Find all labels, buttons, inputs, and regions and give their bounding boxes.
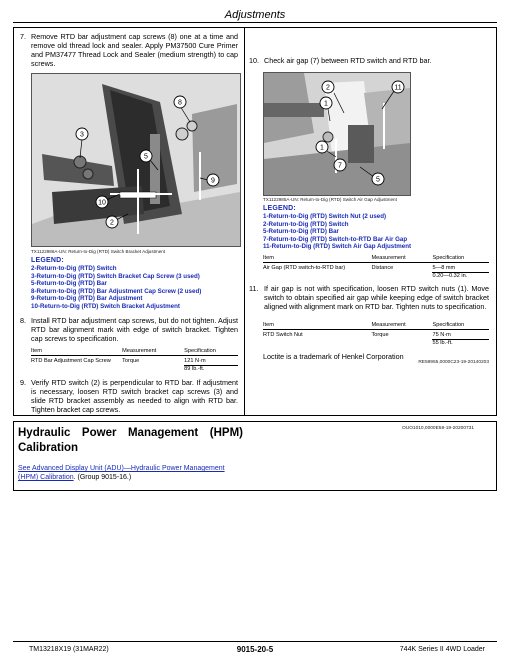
legend-item: 7-Return-to-Dig (RTD) Switch-to-RTD Bar Air Gap	[263, 235, 408, 243]
cell-measurement: Torque	[371, 332, 389, 338]
cap-screw-spec-table	[31, 348, 238, 372]
cell-item: RTD Bar Adjustment Cap Screw	[31, 358, 111, 364]
legend-item: 9-Return-to-Dig (RTD) Bar Adjustment	[31, 295, 143, 303]
step-number: 9.	[20, 378, 26, 387]
col-header-measurement: Measurement	[371, 322, 432, 330]
spec-imperial: 89 lb.-ft.	[184, 365, 238, 372]
callout-5	[372, 173, 384, 185]
figure-2-caption: TX1122985A-UN: Return-to-Dig (RTD) Switch Air Gap Adjustment	[263, 197, 397, 202]
switch-nut-spec-table	[263, 322, 489, 346]
col-header-specification: Specification	[432, 255, 489, 263]
rtd-bracket-figure	[31, 73, 241, 247]
footer-rule	[13, 641, 497, 642]
step-number: 8.	[20, 316, 26, 325]
step-number: 11.	[249, 284, 259, 293]
step-text: Check air gap (7) between RTD switch and RTD bar.	[264, 56, 432, 65]
svg-text:1: 1	[324, 100, 328, 108]
svg-text:7: 7	[338, 162, 342, 170]
header-rule	[13, 22, 497, 23]
table-row	[31, 356, 238, 373]
footer-page-number: 9015-20-5	[236, 645, 274, 654]
page-section-title: Adjustments	[224, 9, 286, 21]
section-title-hpm-calibration: Hydraulic Power Management (HPM) Calibration	[18, 427, 243, 454]
cell-item: RTD Switch Nut	[263, 332, 303, 338]
hpm-reference-code: OUO1010,0000E58-19-20200731	[402, 426, 475, 431]
callout-8	[174, 96, 186, 108]
cell-specification	[432, 263, 489, 280]
spec-imperial: 0.20—0.32 in.	[432, 272, 489, 279]
trademark-notice: Loctite is a trademark of Henkel Corporation	[263, 352, 404, 361]
air-gap-spec-table	[263, 255, 489, 279]
legend-item: 5-Return-to-Dig (RTD) Bar	[263, 228, 339, 236]
cell-specification	[432, 330, 489, 347]
rtd-bracket-illustration	[32, 74, 240, 246]
svg-text:2: 2	[110, 219, 114, 227]
table-row	[263, 330, 489, 347]
cell-specification	[184, 356, 238, 373]
adu-hpm-calibration-link[interactable]: See Advanced Display Unit (ADU)—Hydraulic Power Management (HPM) Calibration	[18, 465, 225, 481]
callout-11	[392, 81, 404, 93]
group-reference: . (Group 9015-16.)	[73, 474, 132, 481]
col-header-measurement: Measurement	[371, 255, 432, 263]
legend-item: 2-Return-to-Dig (RTD) Switch	[263, 220, 349, 228]
step-text: Remove RTD bar adjustment cap screws (8) one at a time and remove old thread lock and sealer. Apply PM37500 Cure Primer and PM37477 Thread Lock and Sealer (medium strength) to cap screws.	[31, 32, 238, 68]
svg-text:3: 3	[80, 131, 84, 139]
spec-imperial: 55 lb.-ft.	[432, 339, 489, 346]
callout-3	[76, 128, 88, 140]
callout-9	[207, 174, 219, 186]
step-text: If air gap is not with specification, loosen RTD switch nuts (1). Move switch to obtain specified air gap while keeping edge of switch bracket aligned with alignment mark on RTD bar. Tighten nuts to specification.	[264, 284, 489, 311]
callout-1	[316, 141, 328, 153]
legend-item: 3-Return-to-Dig (RTD) Switch Bracket Cap Screw (3 used)	[31, 272, 200, 280]
figure-2-legend-title: LEGEND:	[263, 205, 296, 212]
legend-item: 5-Return-to-Dig (RTD) Bar	[31, 280, 107, 288]
col-header-specification: Specification	[184, 348, 238, 356]
cell-measurement: Torque	[122, 358, 140, 364]
col-header-measurement: Measurement	[122, 348, 184, 356]
step-9	[20, 378, 238, 414]
svg-text:10: 10	[98, 199, 106, 207]
step-10	[249, 56, 489, 65]
footer-product-name: 744K Series II 4WD Loader	[399, 646, 485, 653]
legend-item: 11-Return-to-Dig (RTD) Switch Air Gap Adjustment	[263, 243, 412, 251]
legend-item: 2-Return-to-Dig (RTD) Switch	[31, 265, 117, 272]
callout-10	[96, 196, 108, 208]
table-row	[263, 263, 489, 280]
spec-metric: 121 N·m	[184, 358, 206, 364]
col-header-specification: Specification	[432, 322, 489, 330]
figure-2-legend	[263, 213, 489, 251]
doc-reference-code: RE59955,0000C23-19-20140203	[418, 360, 489, 365]
legend-item: 1-Return-to-Dig (RTD) Switch Nut (2 used)	[263, 213, 387, 220]
step-text: Verify RTD switch (2) is perpendicular to RTD bar. If adjustment is necessary, loosen RTD switch bracket cap screws (3) and slide RTD bracket assembly as needed to align with RTD bar. Tighten bracket cap screws.	[31, 378, 238, 414]
step-number: 10.	[249, 56, 259, 65]
figure-1-caption: TX1122986A-UN: Return-to-Dig (RTD) Switch Bracket Adjustment	[31, 249, 166, 254]
step-8	[20, 316, 238, 343]
svg-text:1: 1	[320, 144, 324, 152]
col-header-item: Item	[263, 255, 371, 263]
spec-metric: 75 N·m	[432, 332, 451, 338]
figure-1-legend	[31, 265, 241, 311]
svg-text:8: 8	[178, 99, 182, 107]
callout-2	[106, 216, 118, 228]
column-divider	[244, 27, 245, 416]
callout-1	[320, 97, 332, 109]
svg-text:5: 5	[376, 176, 380, 184]
step-7	[20, 32, 238, 68]
hpm-cross-reference	[18, 464, 243, 482]
cell-item: Air Gap (RTD switch-to-RTD bar)	[263, 265, 346, 271]
spec-metric: 5—8 mm	[432, 265, 456, 271]
svg-text:11: 11	[394, 84, 402, 92]
footer-manual-id: TM13218X19 (31MAR22)	[29, 646, 109, 653]
cell-measurement: Distance	[371, 265, 394, 271]
callout-5	[140, 150, 152, 162]
col-header-item: Item	[31, 348, 122, 356]
step-11	[249, 284, 489, 311]
step-number: 7.	[20, 32, 26, 41]
rtd-air-gap-figure	[263, 72, 411, 196]
svg-text:5: 5	[144, 153, 148, 161]
callout-2	[322, 81, 334, 93]
figure-1-legend-title: LEGEND:	[31, 257, 64, 264]
svg-text:9: 9	[211, 177, 215, 185]
svg-text:2: 2	[326, 84, 330, 92]
col-header-item: Item	[263, 322, 371, 330]
legend-item: 10-Return-to-Dig (RTD) Switch Bracket Adjustment	[31, 302, 180, 310]
step-text: Install RTD bar adjustment cap screws, but do not tighten. Adjust RTD bar alignment mark with edge of switch bracket. Tighten cap screws to specification.	[31, 316, 238, 343]
legend-item: 8-Return-to-Dig (RTD) Bar Adjustment Cap Screw (2 used)	[31, 287, 202, 295]
callout-7	[334, 159, 346, 171]
rtd-air-gap-illustration	[264, 73, 410, 195]
